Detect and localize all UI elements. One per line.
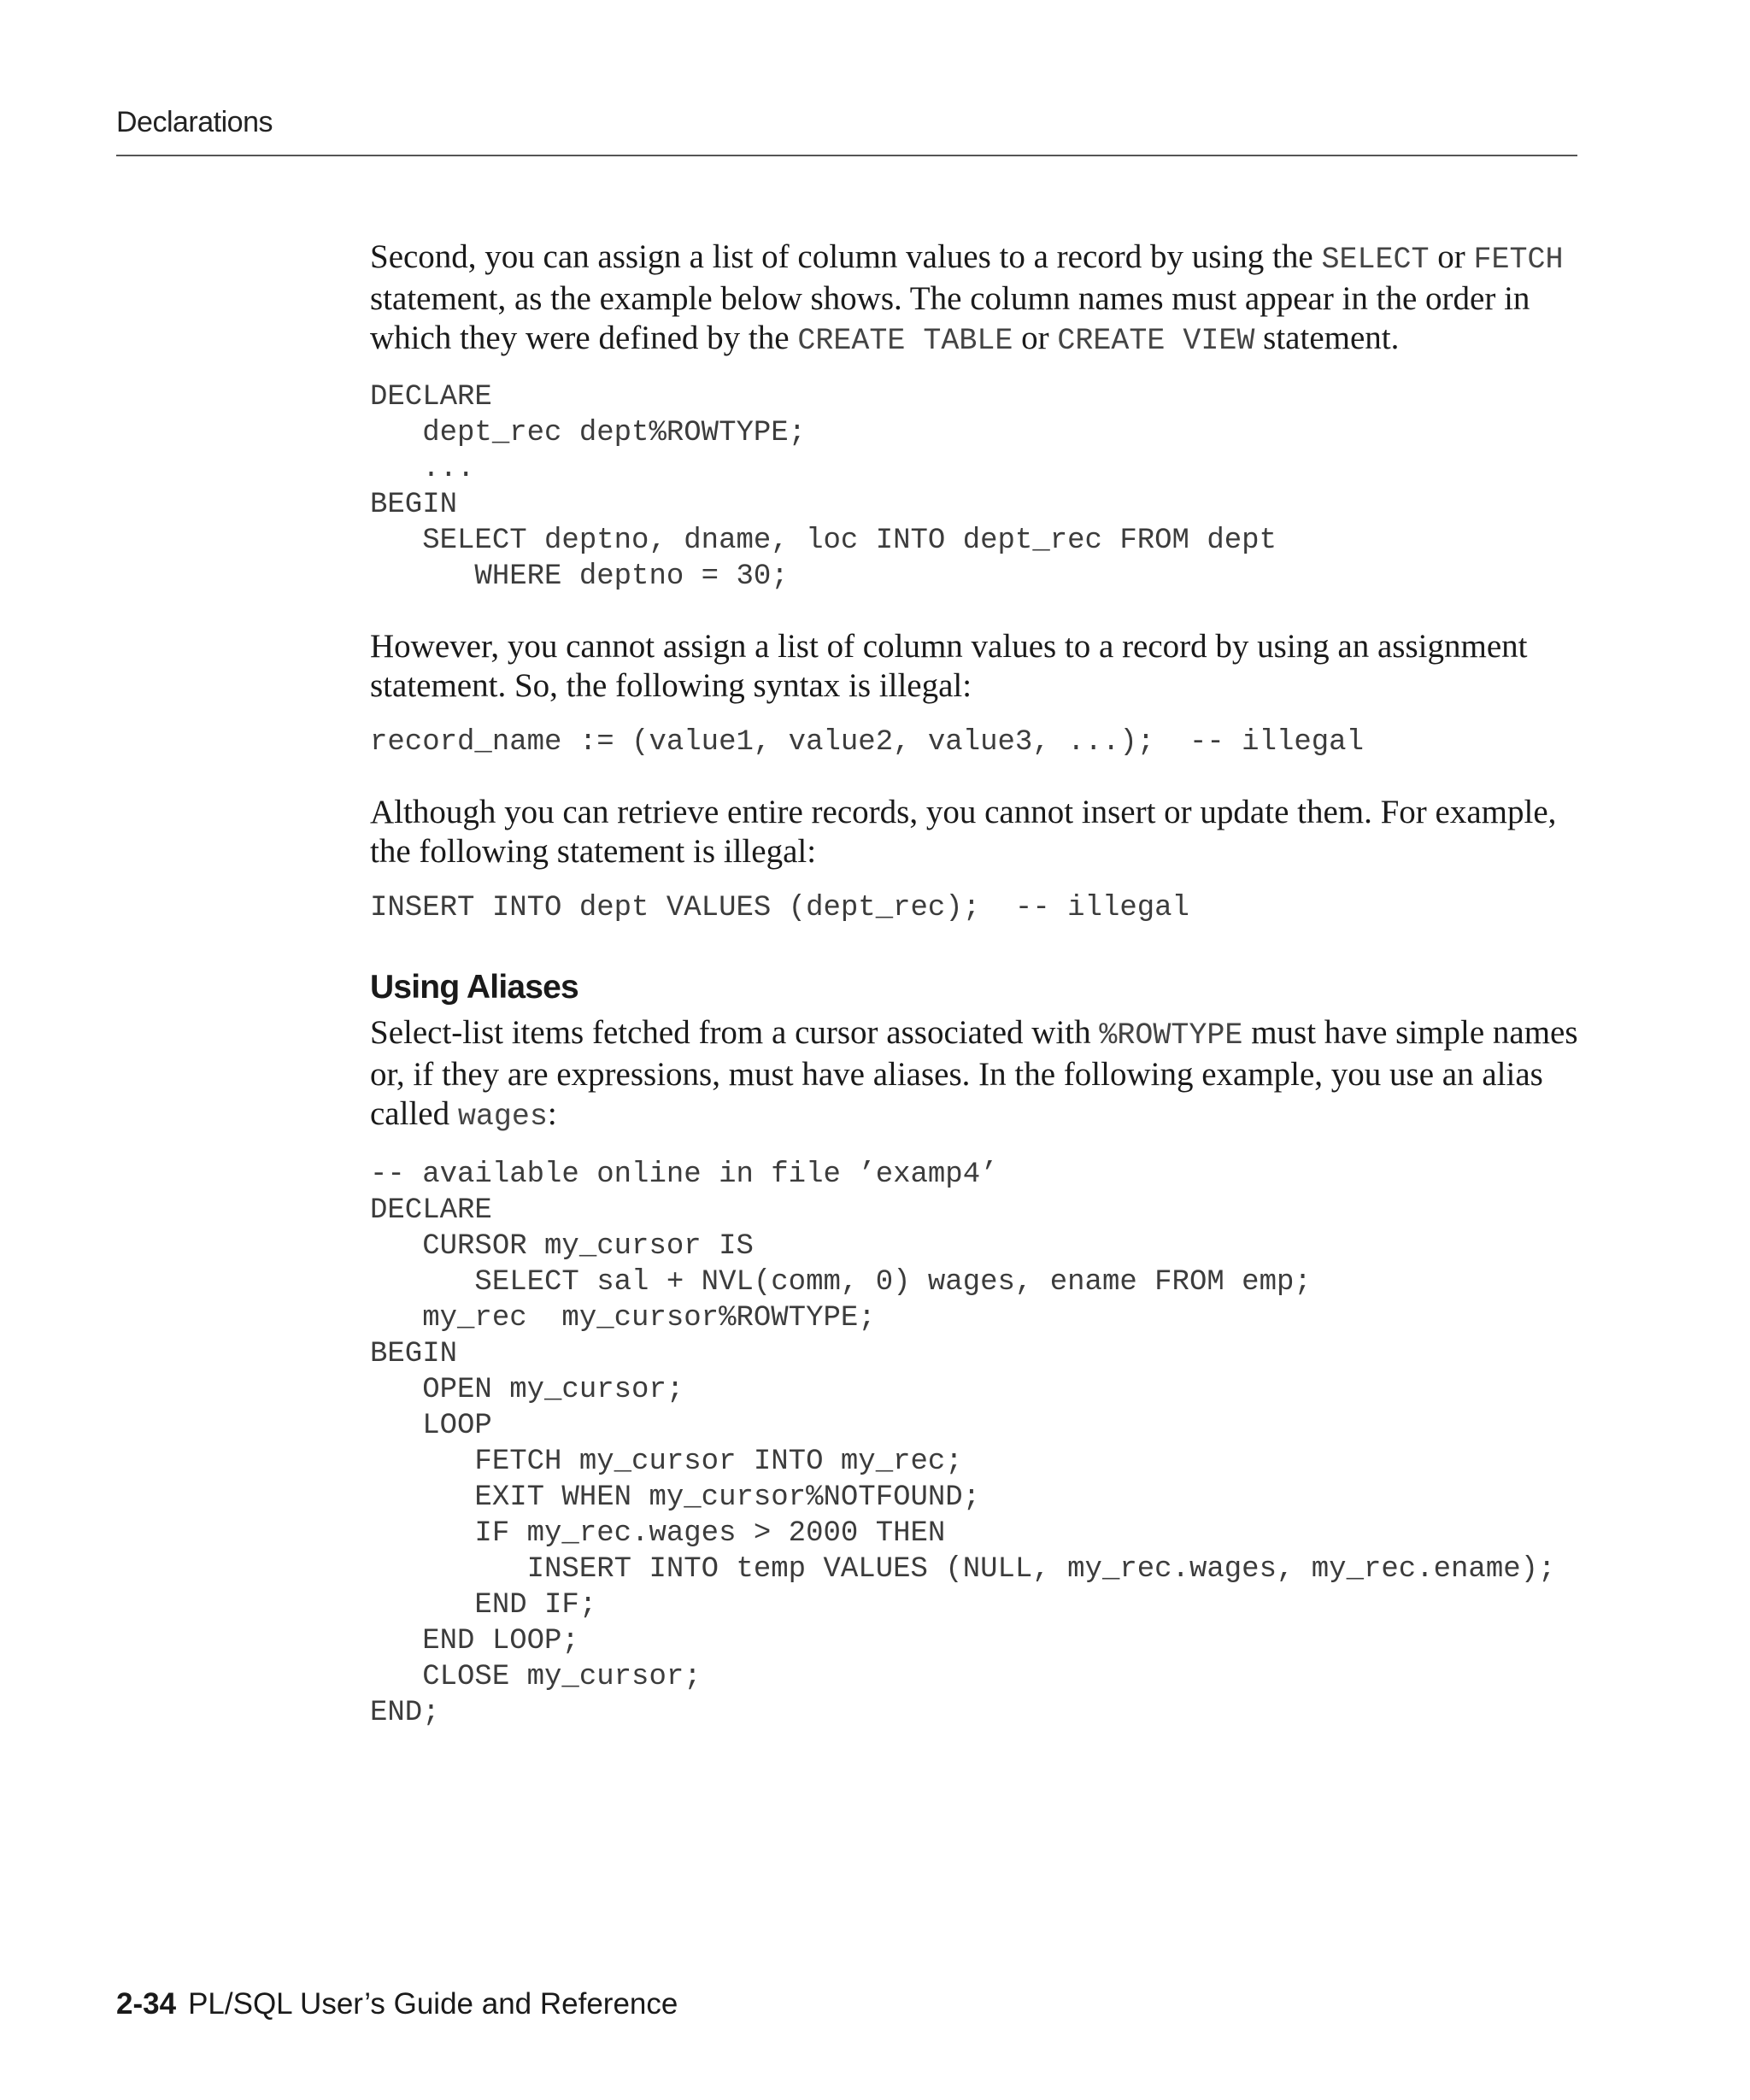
inline-code: FETCH (1473, 243, 1564, 277)
paragraph-record-assignment (370, 238, 1583, 361)
text-segment: statement, as the example below shows. The column names must appear in the order in which they were defined by the (370, 280, 1530, 356)
paragraph-aliases (370, 1013, 1583, 1136)
inline-code: %ROWTYPE (1099, 1018, 1243, 1053)
inline-code: CREATE TABLE (797, 324, 1013, 358)
inline-code: wages (457, 1100, 548, 1134)
page-number: 2-34 (116, 1987, 177, 2021)
page-footer (116, 1987, 678, 2021)
text-segment: must have simple names or, if they are expressions, must have aliases. In the following example, you use an alias called (370, 1014, 1578, 1132)
code-example-illegal-assignment: record_name := (value1, value2, value3, ...); -- illegal (370, 726, 1364, 759)
paragraph-illegal-assignment: However, you cannot assign a list of column values to a record by using an assignment statement. So, the following syntax is illegal: (370, 628, 1528, 704)
code-example-select-into: DECLARE dept_rec dept%ROWTYPE; ... BEGIN SELECT deptno, dname, loc INTO dept_rec FROM dept WHERE deptno = 30; (370, 381, 1277, 593)
code-example-cursor-alias: -- available online in file ’examp4’ DECLARE CURSOR my_cursor IS SELECT sal + NVL(comm, 0) wages, ename FROM emp; my_rec my_cursor%ROWTYPE; BEGIN OPEN my_cursor; LOOP FETCH my_cursor INTO my_rec; EXIT WHEN my_cursor%NOTFOUND; IF my_rec.wages > 2000 THEN INSERT INTO temp VALUES (NULL, my_rec.wages, my_rec.ename); END IF; END LOOP; CLOSE my_cursor; END; (370, 1159, 1556, 1729)
text-segment: or (1429, 238, 1474, 275)
code-example-illegal-insert: INSERT INTO dept VALUES (dept_rec); -- illegal (370, 892, 1189, 924)
text-segment: or (1013, 320, 1058, 356)
text-segment: Second, you can assign a list of column values to a record by using the (370, 238, 1322, 275)
book-title: PL/SQL User’s Guide and Reference (188, 1987, 678, 2021)
paragraph-illegal-insert: Although you can retrieve entire records, you cannot insert or update them. For example, the following statement is illegal: (370, 794, 1557, 870)
inline-code: CREATE VIEW (1057, 324, 1255, 358)
text-segment: Select-list items fetched from a cursor associated with (370, 1014, 1100, 1051)
header-rule (116, 155, 1577, 156)
section-heading: Using Aliases (370, 969, 578, 1006)
text-segment: : (547, 1095, 557, 1132)
text-segment: statement. (1254, 320, 1400, 356)
inline-code: SELECT (1321, 243, 1430, 277)
page-content (370, 238, 1583, 1731)
running-header: Declarations (116, 106, 273, 138)
